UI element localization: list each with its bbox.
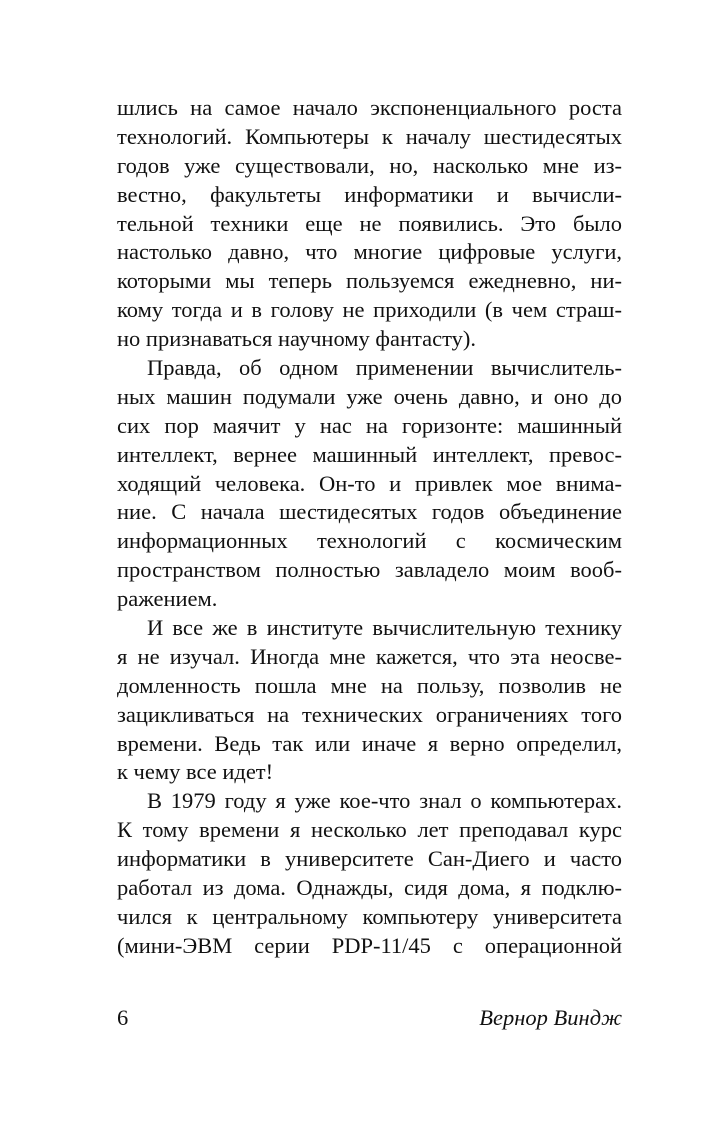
text-line: зацикливаться на технических ограничениях того [117, 701, 622, 727]
text-line: сих пор маячит у нас на горизонте: машинный [117, 412, 622, 438]
text-line: чился к центральному компьютеру университета [117, 903, 622, 929]
text-line: домленность пошла мне на пользу, позволив не [117, 672, 622, 698]
text-line: К тому времени я несколько лет преподавал курс [117, 817, 622, 843]
text-line: шлись на самое начало экспоненциального роста [117, 95, 622, 120]
text-line: (мини-ЭВМ серии PDP-11/45 с операционной [117, 932, 622, 958]
text-line: В 1979 году я уже кое-что знал о компьютерах. [147, 788, 622, 814]
text-line: ных машин подумали уже очень давно, и оно до [117, 383, 622, 409]
text-line: которыми мы теперь пользуемся ежедневно, ни- [117, 268, 622, 294]
text-line: ходящий человека. Он-то и привлек мое внима- [117, 470, 622, 496]
text-line: работал из дома. Однажды, сидя дома, я подклю- [117, 875, 622, 901]
text-line: ние. С начала шестидесятых годов объединение [117, 499, 622, 525]
text-line: ражением. [117, 586, 218, 612]
text-line: технологий. Компьютеры к началу шестидесятых [117, 123, 622, 149]
page-footer [117, 1003, 622, 1033]
text-line: годов уже существовали, но, насколько мне из- [117, 152, 622, 178]
text-line: тельной техники еще не появились. Это было [117, 210, 622, 236]
paragraph [117, 94, 622, 354]
text-line: интеллект, вернее машинный интеллект, превос- [117, 441, 622, 467]
text-line: вестно, факультеты информатики и вычисли- [117, 181, 622, 207]
page-number: 6 [117, 1005, 129, 1030]
paragraph [117, 354, 622, 614]
text-line: Правда, об одном применении вычислитель- [147, 355, 622, 381]
text-line: И все же в институте вычислительную технику [147, 615, 622, 641]
running-author: Вернор Виндж [479, 1005, 622, 1030]
paragraph [117, 614, 622, 787]
text-line: кому тогда и в голову не приходили (в чем страш- [117, 297, 622, 323]
text-line: пространством полностью завладело моим вооб- [117, 557, 622, 583]
text-line: информатики в университете Сан-Диего и часто [117, 846, 622, 872]
text-line: времени. Ведь так или иначе я верно определил, [117, 730, 622, 756]
text-line: я не изучал. Иногда мне кажется, что эта неосве- [117, 643, 622, 669]
text-line: к чему все идет! [117, 759, 274, 785]
text-line: информационных технологий с космическим [117, 528, 622, 554]
body-text [117, 94, 622, 961]
paragraph [117, 787, 622, 960]
text-line: настолько давно, что многие цифровые услуги, [117, 239, 622, 265]
text-line: но признаваться научному фантасту). [117, 326, 476, 352]
